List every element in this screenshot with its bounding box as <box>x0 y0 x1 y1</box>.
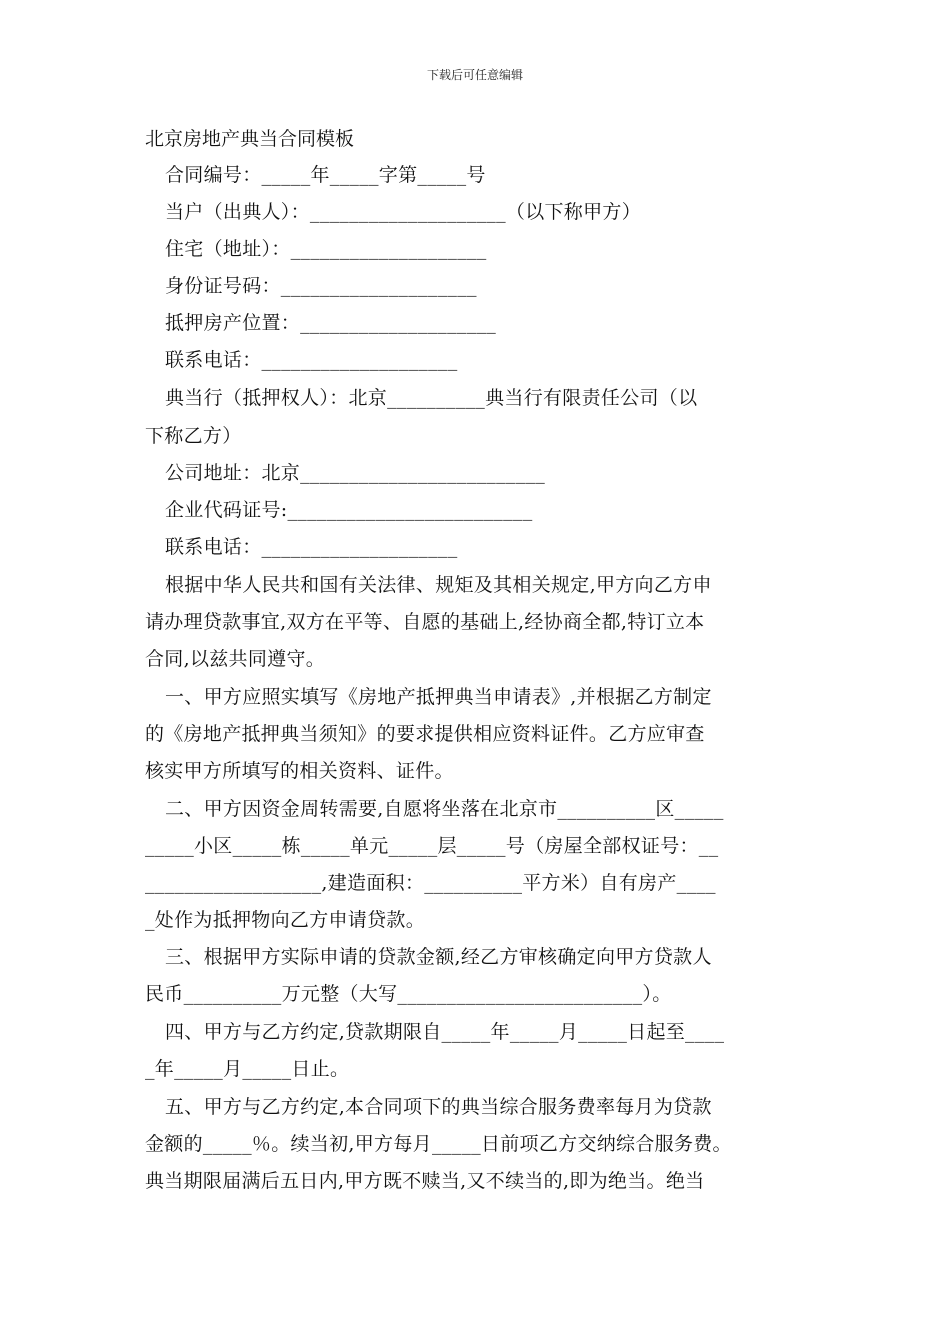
preamble-paragraph: 根据中华人民共和国有关法律、规矩及其相关规定,甲方向乙方申 <box>165 574 712 596</box>
pawnshop-line-cont: 下称乙方） <box>145 425 242 447</box>
document-title: 北京房地产典当合同模板 <box>145 128 355 150</box>
preamble-paragraph: 合同,以兹共同遵守。 <box>145 648 326 670</box>
enterprise-code-line: 企业代码证号:_________________________ <box>165 499 533 521</box>
clause-2: __________________,建造面积：__________平方米）自有房产____ <box>145 872 716 894</box>
property-location-line: 抵押房产位置：____________________ <box>165 312 497 334</box>
clause-3: 民币__________万元整（大写_________________________）。 <box>145 983 672 1005</box>
clause-4: 四、甲方与乙方约定,贷款期限自_____年_____月_____日起至____ <box>165 1021 725 1043</box>
contract-number-line: 合同编号：_____年_____字第_____号 <box>165 164 486 186</box>
clause-1: 的《房地产抵押典当须知》的要求提供相应资料证件。乙方应审查 <box>145 723 705 745</box>
id-number-line: 身份证号码：____________________ <box>165 275 477 297</box>
company-phone-line: 联系电话：____________________ <box>165 536 458 558</box>
preamble-paragraph: 请办理贷款事宜,双方在平等、自愿的基础上,经协商全都,特订立本 <box>145 611 705 633</box>
page-header: 下载后可任意编辑 <box>426 68 523 82</box>
clause-5: 金额的_____％。续当初,甲方每月_____日前项乙方交纳综合服务费。 <box>145 1133 732 1155</box>
clause-1: 一、甲方应照实填写《房地产抵押典当申请表》,并根据乙方制定 <box>165 686 712 708</box>
clause-2: _处作为抵押物向乙方申请贷款。 <box>145 909 426 931</box>
clause-4: _年_____月_____日止。 <box>145 1058 350 1080</box>
pawner-line: 当户（出典人）：____________________（以下称甲方） <box>165 201 642 223</box>
phone-line: 联系电话：____________________ <box>165 349 458 371</box>
pawnshop-line: 典当行（抵押权人）：北京__________典当行有限责任公司（以 <box>165 387 698 409</box>
clause-5: 五、甲方与乙方约定,本合同项下的典当综合服务费率每月为贷款 <box>165 1096 712 1118</box>
company-address-line: 公司地址：北京_________________________ <box>165 462 546 484</box>
clause-2: _____小区_____栋_____单元_____层_____号（房屋全部权证号：__ <box>145 835 719 857</box>
residence-line: 住宅（地址）：____________________ <box>165 238 487 260</box>
clause-2: 二、甲方因资金周转需要,自愿将坐落在北京市__________区_____ <box>165 798 724 820</box>
clause-1: 核实甲方所填写的相关资料、证件。 <box>145 760 454 782</box>
clause-5: 典当期限届满后五日内,甲方既不赎当,又不续当的,即为绝当。绝当 <box>145 1170 705 1192</box>
clause-3: 三、根据甲方实际申请的贷款金额,经乙方审核确定向甲方贷款人 <box>165 946 712 968</box>
